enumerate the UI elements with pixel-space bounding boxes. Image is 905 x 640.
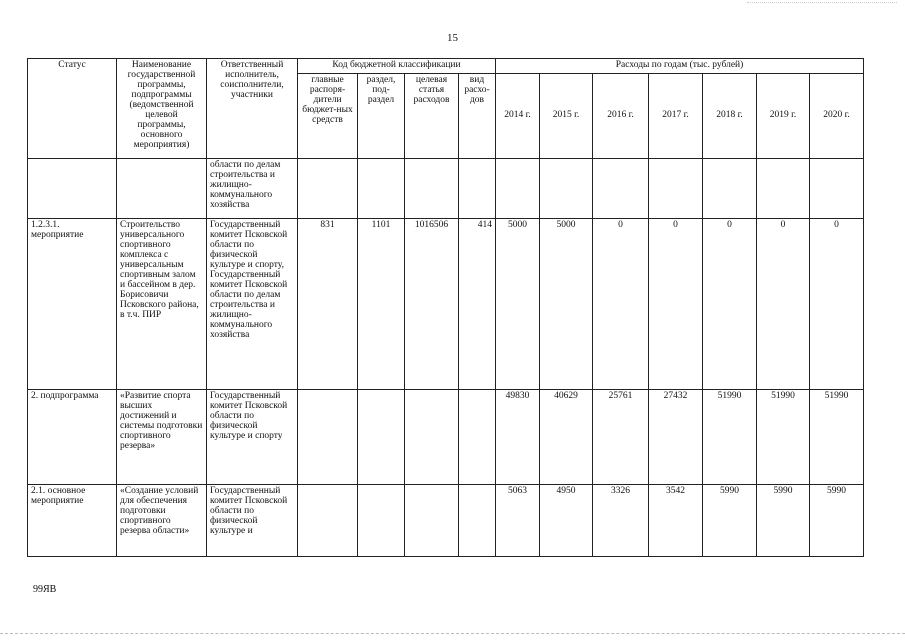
table-row (28, 484, 864, 556)
row-value (540, 158, 593, 218)
row-executor: Государственный комитет Псковской области по физической культуре и спорту (207, 389, 298, 484)
row-name: Строительство универсального спортивного комплекса с универсальным спортивным залом и бассейном в дер. Борисовичи Псковского района, в т.ч. ПИР (117, 218, 207, 389)
header-kind: вид расхо-дов (459, 73, 496, 158)
row-value: 0 (649, 218, 703, 389)
header-year: 2017 г. (649, 73, 703, 158)
row-name: «Развитие спорта высших достижений и системы подготовки спортивного резерва» (117, 389, 207, 484)
row-section (358, 389, 405, 484)
row-value: 5000 (540, 218, 593, 389)
table-row (28, 389, 864, 484)
header-executor: Ответственный исполнитель, соисполнители, участники (207, 59, 298, 159)
row-target (405, 389, 459, 484)
header-budget-code: Код бюджетной классификации (298, 59, 496, 74)
row-grbs (298, 389, 358, 484)
row-value: 25761 (593, 389, 649, 484)
row-value: 27432 (649, 389, 703, 484)
footer-code: 99ЯВ (33, 584, 57, 595)
row-section: 1101 (358, 218, 405, 389)
header-year: 2016 г. (593, 73, 649, 158)
row-value: 0 (757, 218, 810, 389)
row-kind: 414 (459, 218, 496, 389)
row-kind (459, 158, 496, 218)
row-executor: области по делам строительства и жилищно-коммунального хозяйства (207, 158, 298, 218)
row-value: 51990 (757, 389, 810, 484)
header-year: 2014 г. (496, 73, 540, 158)
header-year: 2020 г. (810, 73, 864, 158)
row-target: 1016506 (405, 218, 459, 389)
row-name (117, 158, 207, 218)
row-value: 49830 (496, 389, 540, 484)
row-value: 3542 (649, 484, 703, 556)
row-value (649, 158, 703, 218)
row-value: 5990 (810, 484, 864, 556)
table-row (28, 218, 864, 389)
header-year: 2018 г. (703, 73, 757, 158)
scan-artifact (0, 633, 905, 635)
row-section (358, 158, 405, 218)
row-status: 2. подпрограмма (28, 389, 117, 484)
header-expenses: Расходы по годам (тыс. рублей) (496, 59, 864, 74)
row-value (496, 158, 540, 218)
row-target (405, 484, 459, 556)
row-value: 5990 (703, 484, 757, 556)
row-kind (459, 484, 496, 556)
row-value: 4950 (540, 484, 593, 556)
row-status: 1.2.3.1. мероприятие (28, 218, 117, 389)
scan-artifact (747, 2, 897, 4)
row-value: 51990 (703, 389, 757, 484)
row-value (593, 158, 649, 218)
row-value: 5990 (757, 484, 810, 556)
header-target: целевая статья расходов (405, 73, 459, 158)
row-section (358, 484, 405, 556)
row-kind (459, 389, 496, 484)
row-value: 5063 (496, 484, 540, 556)
row-value (757, 158, 810, 218)
row-name: «Создание условий для обеспечения подготовки спортивного резерва области» (117, 484, 207, 556)
row-value (810, 158, 864, 218)
row-target (405, 158, 459, 218)
page-number: 15 (447, 32, 458, 44)
table-row (28, 158, 864, 218)
row-value: 3326 (593, 484, 649, 556)
row-value: 5000 (496, 218, 540, 389)
row-value: 51990 (810, 389, 864, 484)
header-name: Наименование государственной программы, подпрограммы (ведомственной целевой программы, основного мероприятия) (117, 59, 207, 159)
row-grbs: 831 (298, 218, 358, 389)
row-value: 0 (810, 218, 864, 389)
header-grbs: главные распоря-дители бюджет-ных средств (298, 73, 358, 158)
budget-table (27, 58, 864, 557)
header-status: Статус (28, 59, 117, 159)
row-grbs (298, 158, 358, 218)
row-value (703, 158, 757, 218)
header-row-1 (28, 59, 864, 74)
row-executor: Государственный комитет Псковской области по физической культуре и спорту, Государственный комитет Псковской области по делам строительства и жилищно-коммунального хозяйства (207, 218, 298, 389)
row-status: 2.1. основное мероприятие (28, 484, 117, 556)
row-status (28, 158, 117, 218)
header-year: 2015 г. (540, 73, 593, 158)
row-grbs (298, 484, 358, 556)
header-year: 2019 г. (757, 73, 810, 158)
row-value: 0 (703, 218, 757, 389)
row-value: 40629 (540, 389, 593, 484)
row-value: 0 (593, 218, 649, 389)
row-executor: Государственный комитет Псковской области по физической культуре и (207, 484, 298, 556)
header-section: раздел, под-раздел (358, 73, 405, 158)
